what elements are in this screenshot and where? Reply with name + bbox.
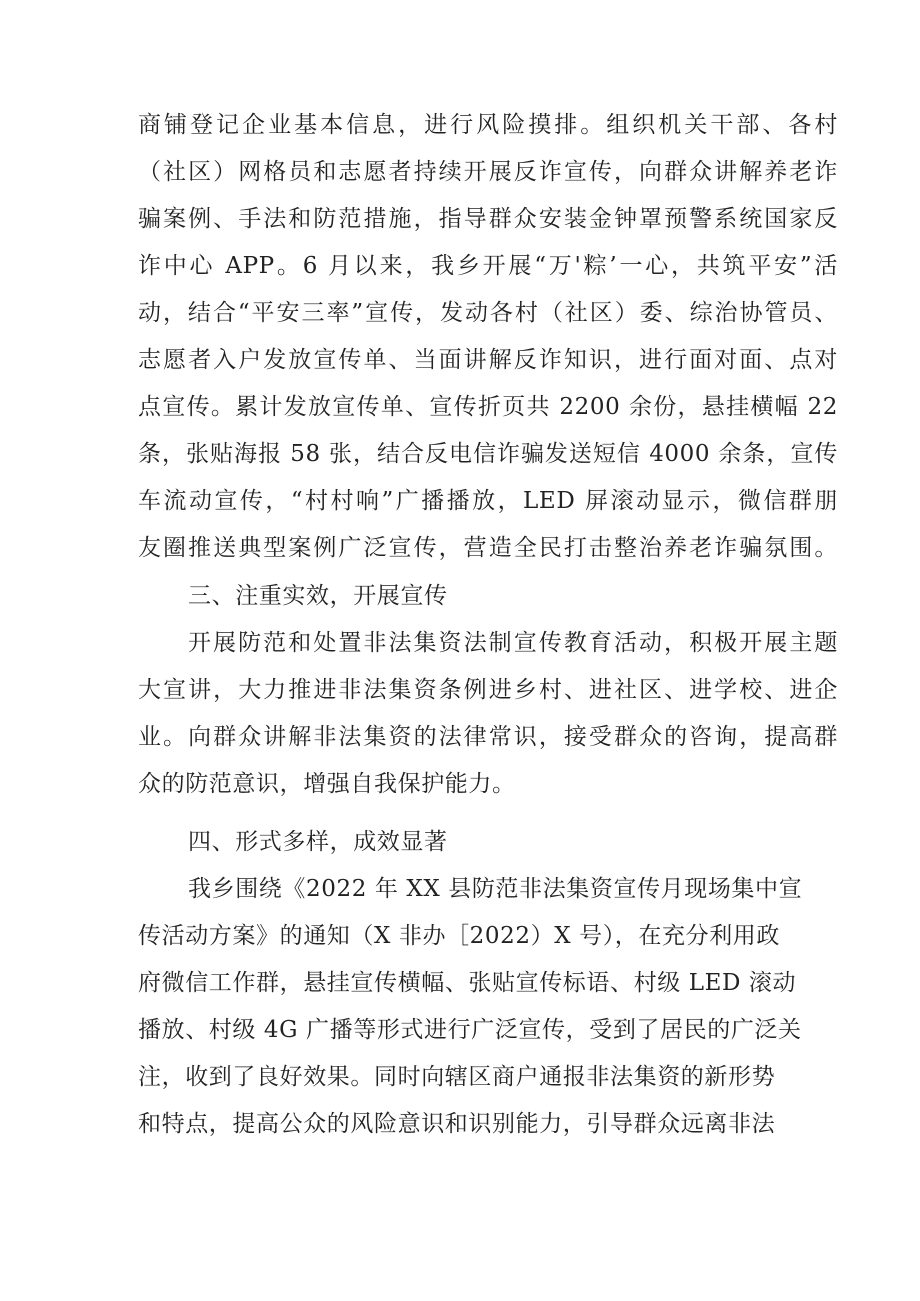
body-line-20: 播放、村级 4G 广播等形式进行广泛宣传，受到了居民的广泛关 <box>138 1017 802 1043</box>
body-line-1: 商铺登记企业基本信息，进行风险摸排。组织机关干部、各村 <box>138 112 838 138</box>
body-line-8: 条，张贴海报 58 张，结合反电信诈骗发送短信 4000 余条，宣传 <box>138 441 838 467</box>
section-heading-3: 三、注重实效，开展宣传 <box>188 583 448 609</box>
section-heading-4: 四、形式多样，成效显著 <box>188 829 448 855</box>
body-line-7: 点宣传。累计发放宣传单、宣传折页共 2200 余份，悬挂横幅 22 <box>138 394 838 420</box>
body-line-13: 大宣讲，大力推进非法集资条例进乡村、进社区、进学校、进企 <box>138 677 838 703</box>
body-line-19: 府微信工作群，悬挂宣传横幅、张贴宣传标语、村级 LED 滚动 <box>138 970 797 996</box>
body-line-6: 志愿者入户发放宣传单、当面讲解反诈知识，进行面对面、点对 <box>138 347 838 373</box>
body-line-21: 注，收到了良好效果。同时向辖区商户通报非法集资的新形势 <box>138 1064 776 1090</box>
body-line-10: 友圈推送典型案例广泛宣传，营造全民打击整治养老诈骗氛围。 <box>138 535 838 561</box>
body-line-18: 传活动方案》的通知（X 非办［2022）X 号），在充分利用政 <box>138 923 781 949</box>
body-line-15: 众的防范意识，增强自我保护能力。 <box>138 771 516 797</box>
body-line-17: 我乡围绕《2022 年 XX 县防范非法集资宣传月现场集中宣 <box>188 876 803 902</box>
body-line-12: 开展防范和处置非法集资法制宣传教育活动，积极开展主题 <box>188 630 838 656</box>
body-line-14: 业。向群众讲解非法集资的法律常识，接受群众的咨询，提高群 <box>138 724 838 750</box>
body-line-3: 骗案例、手法和防范措施，指导群众安装金钟罩预警系统国家反 <box>138 206 838 232</box>
body-line-9: 车流动宣传，“村村响”广播播放，LED 屏滚动显示，微信群朋 <box>138 488 838 514</box>
body-line-2: （社区）网格员和志愿者持续开展反诈宣传，向群众讲解养老诈 <box>138 159 838 185</box>
body-line-4: 诈中心 APP。6 月以来，我乡开展“万'粽’一心，共筑平安”活 <box>138 253 838 279</box>
body-line-22: 和特点，提高公众的风险意识和识别能力，引导群众远离非法 <box>138 1111 776 1137</box>
body-line-5: 动，结合“平安三率”宣传，发动各村（社区）委、综治协管员、 <box>138 300 838 326</box>
